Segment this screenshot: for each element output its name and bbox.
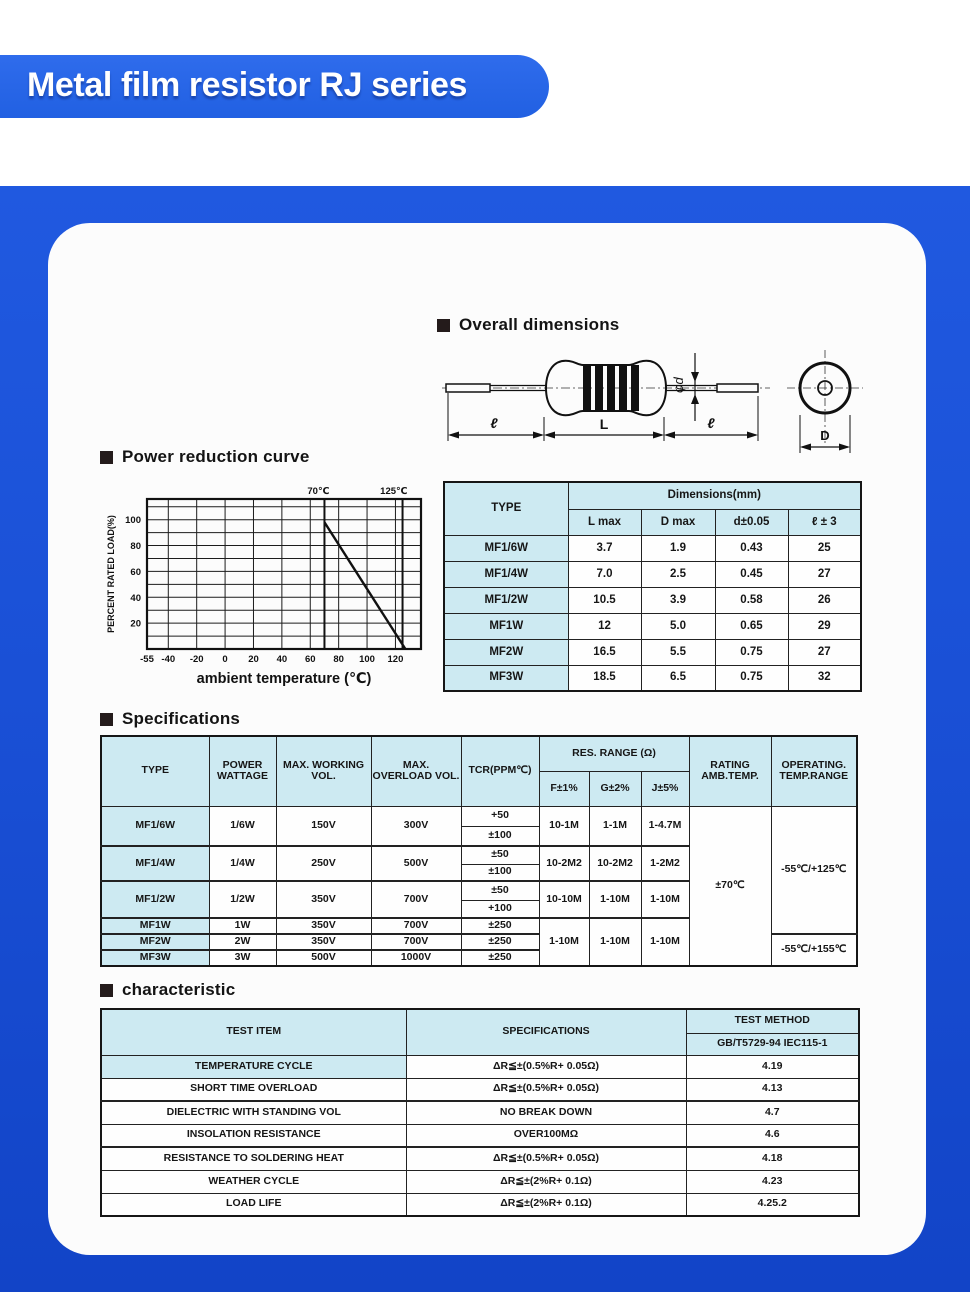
cell: 1-10M xyxy=(539,918,589,966)
col-header: ℓ ± 3 xyxy=(788,509,861,535)
cell: 1-2M2 xyxy=(641,846,689,881)
svg-text:ambient temperature (℃): ambient temperature (℃) xyxy=(196,671,372,687)
resistor-dimension-diagram xyxy=(440,341,880,463)
cell: 27 xyxy=(788,639,861,665)
cell: MF1/6W xyxy=(101,806,209,846)
cell: MF2W xyxy=(101,934,209,950)
cell: 6.5 xyxy=(641,665,715,691)
svg-text:100: 100 xyxy=(359,654,375,665)
col-header-type: TYPE xyxy=(101,736,209,806)
svg-text:20: 20 xyxy=(130,618,141,630)
svg-text:60: 60 xyxy=(304,654,316,665)
cell: 300V xyxy=(371,806,461,846)
cell: 4.25.2 xyxy=(686,1193,859,1216)
section-title: Power reduction curve xyxy=(122,447,310,466)
cell: ΔR≦±(2%R+ 0.1Ω) xyxy=(406,1170,686,1193)
col-header-g: G±2% xyxy=(589,771,641,806)
cell: 4.18 xyxy=(686,1147,859,1170)
section-title: Specifications xyxy=(122,709,241,728)
cell: 4.6 xyxy=(686,1124,859,1147)
cell: 700V xyxy=(371,918,461,934)
cell: ΔR≦±(0.5%R+ 0.05Ω) xyxy=(406,1055,686,1078)
table-row xyxy=(444,639,861,665)
cell: MF1/6W xyxy=(444,535,568,561)
section-characteristic xyxy=(100,980,235,1000)
cell: LOAD LIFE xyxy=(101,1193,406,1216)
cell: 500V xyxy=(371,846,461,881)
cell: 0.75 xyxy=(715,665,788,691)
cell: ±50 xyxy=(461,881,539,900)
power-reduction-chart xyxy=(103,473,435,691)
cell: NO BREAK DOWN xyxy=(406,1101,686,1124)
svg-text:70℃: 70℃ xyxy=(307,486,330,497)
section-bullet-icon xyxy=(100,984,113,997)
cell: ±250 xyxy=(461,950,539,966)
cell: 26 xyxy=(788,587,861,613)
diameter-label: D xyxy=(820,428,830,443)
col-header-method: TEST METHOD xyxy=(686,1009,859,1033)
table-row xyxy=(101,1078,859,1101)
characteristic-table xyxy=(100,1008,860,1217)
cell: 0.58 xyxy=(715,587,788,613)
cell: 4.19 xyxy=(686,1055,859,1078)
table-row xyxy=(101,736,857,771)
svg-text:100: 100 xyxy=(125,515,141,527)
table-row xyxy=(444,561,861,587)
cell: MF1/2W xyxy=(101,881,209,918)
section-bullet-icon xyxy=(437,319,450,332)
cell: TEMPERATURE CYCLE xyxy=(101,1055,406,1078)
cell: 4.7 xyxy=(686,1101,859,1124)
dimensions-table xyxy=(443,481,862,692)
section-bullet-icon xyxy=(100,713,113,726)
col-header-spec: SPECIFICATIONS xyxy=(406,1009,686,1055)
cell: 0.65 xyxy=(715,613,788,639)
col-header-item: TEST ITEM xyxy=(101,1009,406,1055)
cell: 3.9 xyxy=(641,587,715,613)
table-row xyxy=(101,1009,859,1033)
cell: OVER100MΩ xyxy=(406,1124,686,1147)
section-bullet-icon xyxy=(100,451,113,464)
col-header: D max xyxy=(641,509,715,535)
svg-text:-40: -40 xyxy=(161,654,176,665)
cell: DIELECTRIC WITH STANDING VOL xyxy=(101,1101,406,1124)
cell: MF1/4W xyxy=(101,846,209,881)
cell: 1/6W xyxy=(209,806,276,846)
cell: SHORT TIME OVERLOAD xyxy=(101,1078,406,1101)
cell: 2W xyxy=(209,934,276,950)
cell: 10-2M2 xyxy=(589,846,641,881)
cell: ±250 xyxy=(461,934,539,950)
cell: 25 xyxy=(788,535,861,561)
table-row xyxy=(101,1170,859,1193)
cell: 10-2M2 xyxy=(539,846,589,881)
cell: MF1/4W xyxy=(444,561,568,587)
wire-diameter-label: φd xyxy=(671,377,686,393)
cell: MF3W xyxy=(101,950,209,966)
table-row xyxy=(444,587,861,613)
body-length-label: L xyxy=(599,416,609,432)
cell: ΔR≦±(2%R+ 0.1Ω) xyxy=(406,1193,686,1216)
cell: +100 xyxy=(461,900,539,918)
col-header-tcr: TCR(PPM℃) xyxy=(461,736,539,806)
svg-text:40: 40 xyxy=(130,592,141,604)
svg-text:80: 80 xyxy=(130,541,141,553)
cell: 27 xyxy=(788,561,861,587)
table-row xyxy=(444,665,861,691)
table-row xyxy=(444,535,861,561)
cell: 5.0 xyxy=(641,613,715,639)
cell: 700V xyxy=(371,934,461,950)
cell: 500V xyxy=(276,950,371,966)
cell: MF3W xyxy=(444,665,568,691)
cell: -55℃/+155℃ xyxy=(771,934,857,966)
section-specifications xyxy=(100,709,240,729)
col-header: d±0.05 xyxy=(715,509,788,535)
title-banner xyxy=(0,55,549,118)
cell: 1-10M xyxy=(589,918,641,966)
col-header-operating: OPERATING. TEMP.RANGE xyxy=(771,736,857,806)
cell: 1-1M xyxy=(589,806,641,846)
svg-text:40: 40 xyxy=(276,654,288,665)
svg-text:60: 60 xyxy=(130,566,141,578)
table-row xyxy=(101,806,857,826)
cell: 1-10M xyxy=(641,881,689,918)
col-header-working: MAX. WORKING VOL. xyxy=(276,736,371,806)
cell: 350V xyxy=(276,918,371,934)
cell: 1000V xyxy=(371,950,461,966)
cell: INSOLATION RESISTANCE xyxy=(101,1124,406,1147)
svg-text:125℃: 125℃ xyxy=(380,486,408,497)
table-row xyxy=(101,1193,859,1216)
col-header-power: POWER WATTAGE xyxy=(209,736,276,806)
cell: ±100 xyxy=(461,826,539,846)
cell: ±100 xyxy=(461,864,539,881)
cell: 1-10M xyxy=(641,918,689,966)
section-title: Overall dimensions xyxy=(459,315,620,334)
cell: 7.0 xyxy=(568,561,641,587)
cell: 700V xyxy=(371,881,461,918)
lead-left-label: ℓ xyxy=(490,415,498,431)
cell: MF2W xyxy=(444,639,568,665)
table-row xyxy=(444,482,861,509)
svg-text:-20: -20 xyxy=(189,654,204,665)
page-title: Metal film resistor RJ series xyxy=(27,66,468,104)
cell: 1.9 xyxy=(641,535,715,561)
content-card xyxy=(48,223,926,1255)
table-row xyxy=(444,613,861,639)
cell: ±70℃ xyxy=(689,806,771,966)
cell: 0.45 xyxy=(715,561,788,587)
cell: MF1W xyxy=(101,918,209,934)
cell: 32 xyxy=(788,665,861,691)
cell: 1-4.7M xyxy=(641,806,689,846)
cell: MF1W xyxy=(444,613,568,639)
cell: ±250 xyxy=(461,918,539,934)
cell: 1W xyxy=(209,918,276,934)
svg-text:PERCENT RATED LOAD(%): PERCENT RATED LOAD(%) xyxy=(106,515,116,633)
cell: 3W xyxy=(209,950,276,966)
cell: 150V xyxy=(276,806,371,846)
svg-text:80: 80 xyxy=(333,654,344,665)
cell: 4.13 xyxy=(686,1078,859,1101)
section-power-curve xyxy=(100,447,309,467)
cell: ΔR≦±(0.5%R+ 0.05Ω) xyxy=(406,1147,686,1170)
col-header-j: J±5% xyxy=(641,771,689,806)
svg-text:-55: -55 xyxy=(140,654,154,665)
svg-text:120: 120 xyxy=(387,654,404,665)
section-title: characteristic xyxy=(122,980,236,999)
svg-text:20: 20 xyxy=(248,654,259,665)
col-header-overload: MAX. OVERLOAD VOL. xyxy=(371,736,461,806)
col-header-f: F±1% xyxy=(539,771,589,806)
cell: 10-1M xyxy=(539,806,589,846)
table-row xyxy=(101,1101,859,1124)
cell: ΔR≦±(0.5%R+ 0.05Ω) xyxy=(406,1078,686,1101)
col-header-method-std: GB/T5729-94 IEC115-1 xyxy=(686,1033,859,1055)
cell: 3.7 xyxy=(568,535,641,561)
table-row xyxy=(101,1147,859,1170)
col-header: L max xyxy=(568,509,641,535)
table-row xyxy=(101,1055,859,1078)
cell: +50 xyxy=(461,806,539,826)
cell: 2.5 xyxy=(641,561,715,587)
cell: 12 xyxy=(568,613,641,639)
cell: 1/2W xyxy=(209,881,276,918)
cell: 350V xyxy=(276,934,371,950)
cell: 350V xyxy=(276,881,371,918)
specifications-table xyxy=(100,735,858,967)
section-overall-dimensions xyxy=(437,315,619,335)
cell: 0.75 xyxy=(715,639,788,665)
cell: 0.43 xyxy=(715,535,788,561)
cell: WEATHER CYCLE xyxy=(101,1170,406,1193)
col-header-rating: RATING AMB.TEMP. xyxy=(689,736,771,806)
cell: 18.5 xyxy=(568,665,641,691)
cell: 29 xyxy=(788,613,861,639)
cell: 10.5 xyxy=(568,587,641,613)
col-header-res-range: RES. RANGE (Ω) xyxy=(539,736,689,771)
cell: 5.5 xyxy=(641,639,715,665)
lead-right-label: ℓ xyxy=(707,415,715,431)
cell: -55℃/+125℃ xyxy=(771,806,857,934)
col-header-type: TYPE xyxy=(444,482,568,535)
cell: MF1/2W xyxy=(444,587,568,613)
cell: 16.5 xyxy=(568,639,641,665)
cell: RESISTANCE TO SOLDERING HEAT xyxy=(101,1147,406,1170)
svg-text:0: 0 xyxy=(222,654,228,665)
cell: ±50 xyxy=(461,846,539,864)
cell: 250V xyxy=(276,846,371,881)
cell: 1-10M xyxy=(589,881,641,918)
table-row xyxy=(101,1124,859,1147)
col-header-group: Dimensions(mm) xyxy=(568,482,861,509)
cell: 4.23 xyxy=(686,1170,859,1193)
cell: 10-10M xyxy=(539,881,589,918)
cell: 1/4W xyxy=(209,846,276,881)
